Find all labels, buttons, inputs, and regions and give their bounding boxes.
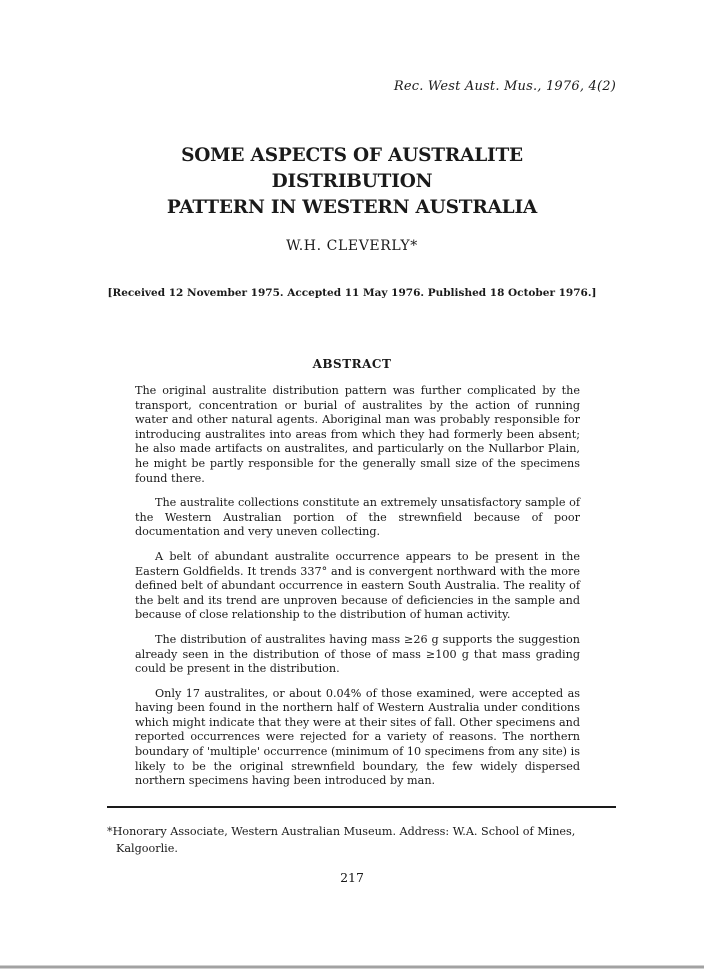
footnote-line-2: Kalgoorlie. — [116, 841, 178, 855]
abstract-heading: ABSTRACT — [312, 357, 392, 371]
abstract-paragraph: The original australite distribution pattern was further complicated by the transport, concentration or burial of australites by the action of running water and other natural agents. Aboriginal man was probably responsible for introducing australites into areas from which they had formerly been absent; he also made artifacts on australites, and particularly on the Nullarbor Plain, he might be partly responsible for the generally small size of the specimens found there. — [135, 384, 580, 485]
received-dates: [Received 12 November 1975. Accepted 11 May 1976. Published 18 October 1976.] — [107, 287, 597, 299]
abstract-paragraph: The distribution of australites having mass ≥26 g supports the suggestion already seen in the distribution of those of mass ≥100 g that mass grading could be present in the distribution. — [135, 632, 580, 676]
journal-citation: Rec. West Aust. Mus., 1976, 4(2) — [393, 79, 616, 94]
title-line-2: PATTERN IN WESTERN AUSTRALIA — [166, 197, 538, 218]
author-name: W.H. CLEVERLY* — [286, 238, 418, 254]
abstract-paragraph: The australite collections constitute an extremely unsatisfactory sample of the Western Australian portion of the strewnfield because of poor documentation and very uneven collecting. — [135, 496, 580, 539]
abstract-paragraph: Only 17 australites, or about 0.04% of those examined, were accepted as having been found in the northern half of Western Australia under conditions which might indicate that they were at their sites of fall. Other specimens and reported occurrences were rejected for a variety of reasons. The northern boundary of 'multiple' occurrence (minimum of 10 specimens from any site) is likely to be the original strewnfield boundary, the few widely dispersed northern specimens having been introduced by man. — [135, 686, 580, 788]
page-number: 217 — [340, 870, 364, 885]
footnote-divider — [107, 806, 616, 808]
abstract-paragraph: A belt of abundant australite occurrence appears to be present in the Eastern Goldfields. It trends 337° and is convergent northward with the more defined belt of abundant occurrence in eastern South Australia. The reality of the belt and its trend are unproven because of deficiencies in the sample and because of close relationship to the distribution of human activity. — [135, 549, 580, 622]
scan-edge-artifact — [0, 962, 704, 973]
footnote-line-1: *Honorary Associate, Western Australian Museum. Address: W.A. School of Mines, — [107, 825, 576, 838]
article-title — [100, 143, 604, 221]
author-footnote — [107, 824, 616, 857]
abstract-body — [135, 384, 580, 799]
title-line-1: SOME ASPECTS OF AUSTRALITE DISTRIBUTION — [181, 145, 523, 192]
